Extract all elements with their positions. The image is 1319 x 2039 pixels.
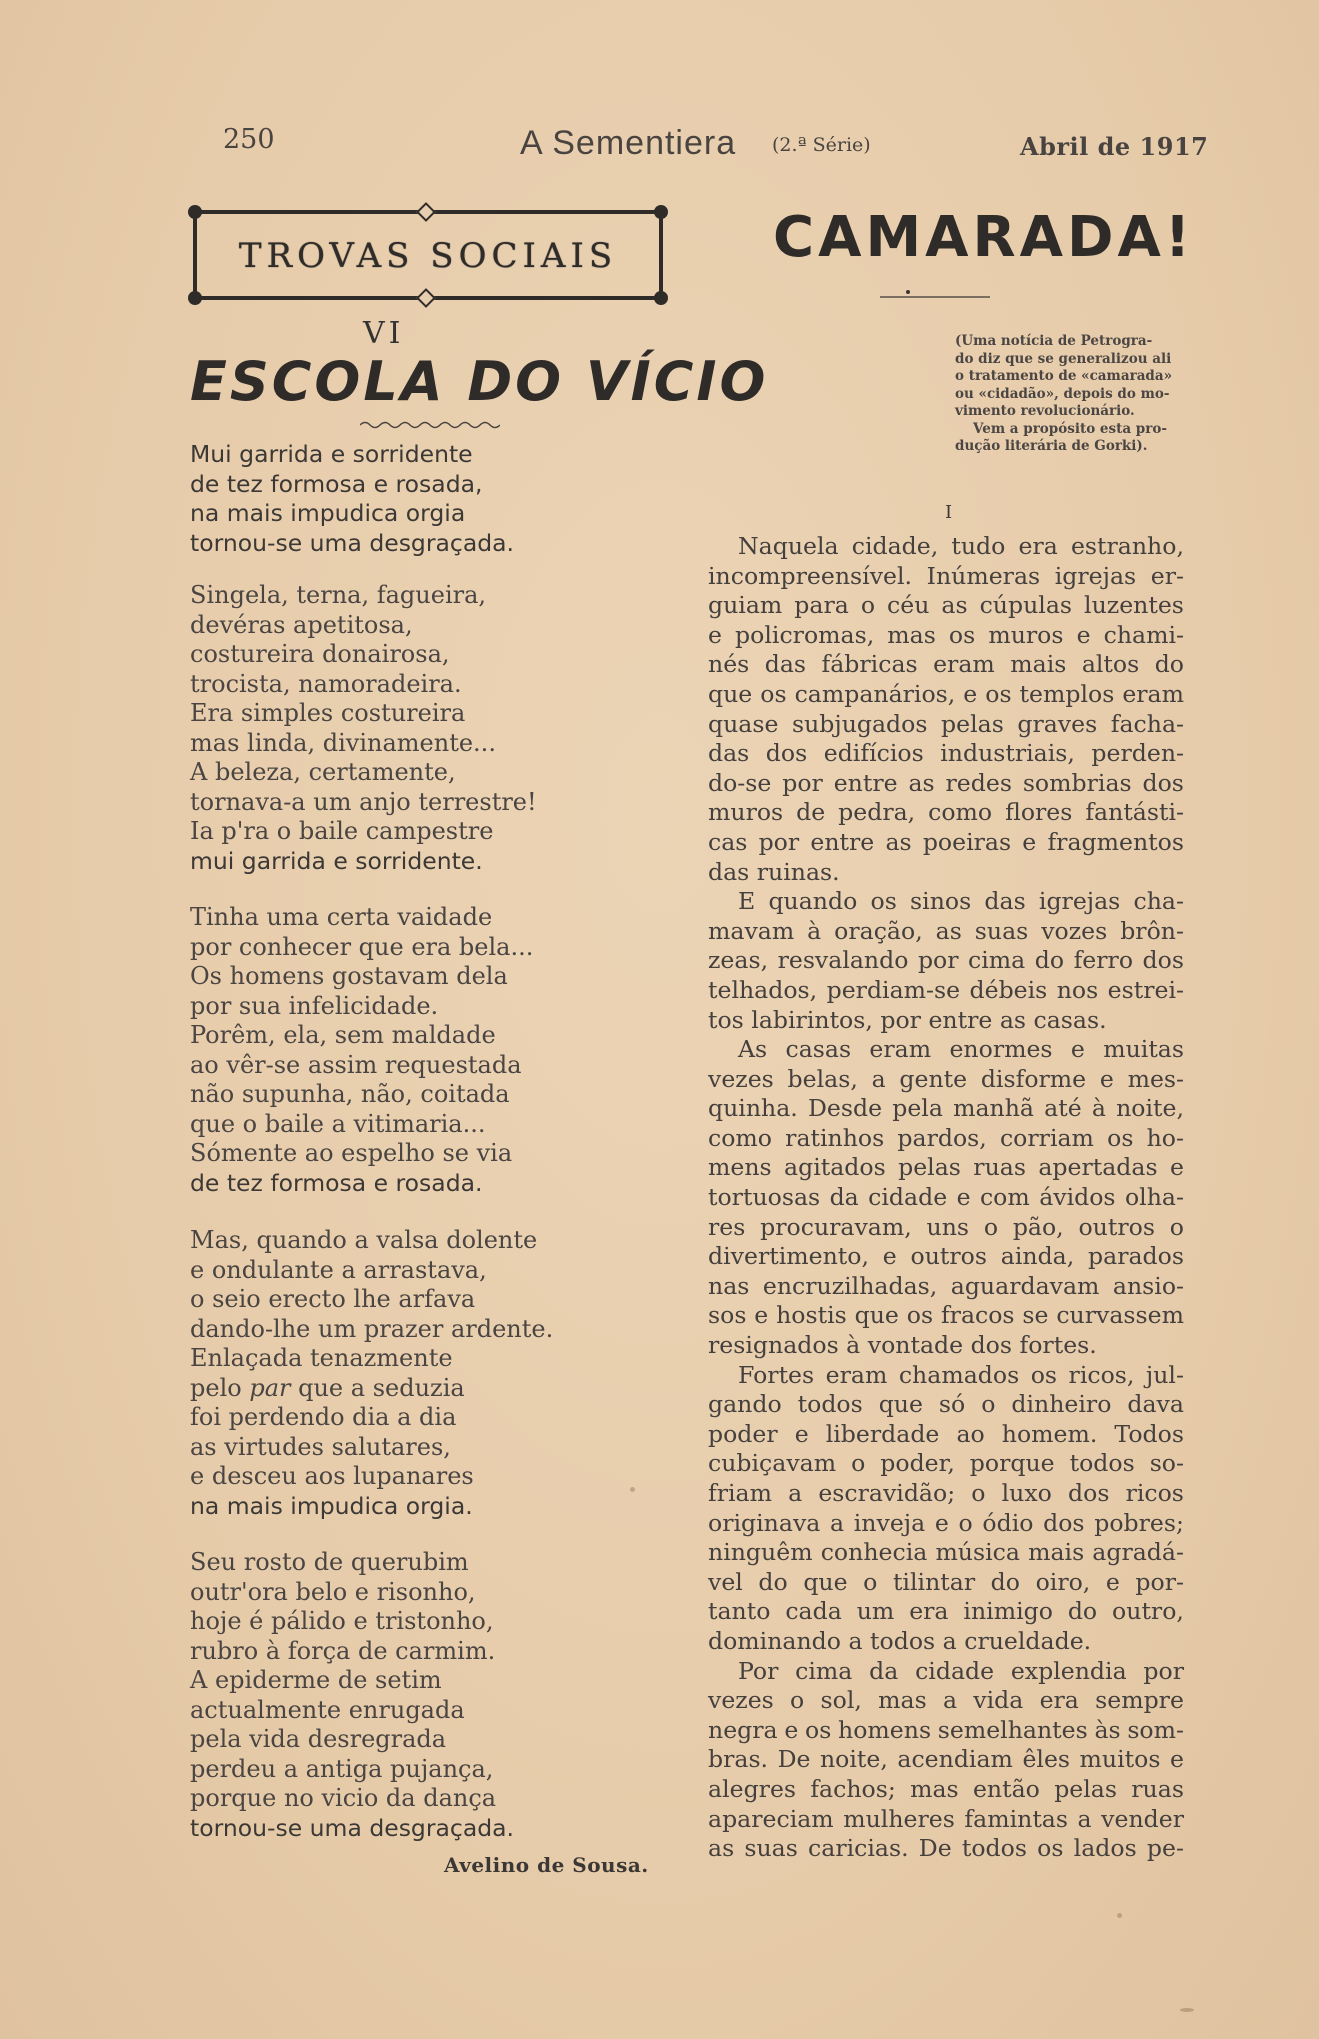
journal-title: A Sementiera [520,124,737,162]
prose-line: ninguêm conhecia música mais agradá- [708,1538,1184,1567]
prose-line: vezes belas, a gente disforme e mes- [708,1064,1184,1093]
verse-line: e ondulante a arrastava, [190,1255,487,1284]
paper-spot [630,1487,635,1492]
stanza-4 [190,1226,590,1521]
note-line: dução literária de Gorki). [955,438,1148,454]
prose-line: E quando os sinos das igrejas cha- [738,887,1184,916]
verse-refrain: tornou-se uma desgraçada. [190,1813,515,1842]
verse-line: pela vida desregrada [190,1725,447,1753]
prose-line: Por cima da cidade explendia por [738,1656,1184,1685]
verse-line: Mui garrida e sorridente [190,440,473,468]
author-signature: Avelino de Sousa. [444,1853,649,1877]
verse-line: devéras apetitosa, [190,610,413,639]
verse-line: as virtudes salutares, [190,1432,451,1461]
title-rule [880,290,990,300]
section-banner [193,210,663,300]
verse-line: Mas, quando a valsa dolente [190,1226,538,1254]
prose-line: quase subjugados pelas graves facha- [708,709,1184,738]
verse-line: rubro à força de carmim. [190,1636,496,1665]
note-line: o tratamento de «camarada» [955,368,1173,384]
prose-line: poder e liberdade ao homem. Todos [708,1419,1184,1448]
poem-title: ESCOLA DO VÍCIO [190,350,769,413]
prose-line: das ruinas. [708,857,840,886]
verse-line: Era simples costureira [190,699,466,727]
verse-refrain: mui garrida e sorridente. [190,846,483,875]
prose-line: bras. De noite, acendiam êles muitos e [708,1745,1184,1774]
verse-line: pelo par que a seduzia [190,1373,465,1402]
prose-line: mens agitados pelas ruas apertadas e [708,1153,1184,1182]
series-label: (2.ª Série) [772,134,871,156]
prose-line: originava a inveja e o ódio dos pobres; [708,1508,1184,1537]
verse-line: A epiderme de setim [190,1666,442,1694]
prose-line: resignados à vontade dos fortes. [708,1331,1097,1360]
verse-line: Os homens gostavam dela [190,962,508,990]
verse-line: dando-lhe um prazer ardente. [190,1314,554,1343]
prose-line: tortuosas da cidade e com ávidos olha- [708,1183,1184,1212]
verse-line: mas linda, divinamente... [190,728,496,757]
verse-line: Ia p'ra o baile campestre [190,817,494,845]
verse-line: outr'ora belo e risonho, [190,1577,476,1606]
prose-line: cubiçavam o poder, porque todos so- [708,1449,1184,1478]
prose-line: cas por entre as poeiras e fragmentos [708,827,1184,856]
editor-note [955,333,1195,456]
prose-line: as suas caricias. De todos os lados pe- [708,1834,1184,1863]
prose-line: telhados, perdiam-se débeis nos estrei- [708,975,1184,1004]
verse-line: o seio erecto lhe arfava [190,1285,476,1313]
stanza-3 [190,903,590,1198]
stanza-1 [190,440,590,558]
prose-line: vel do que o tilintar do oiro, e por- [708,1567,1184,1596]
verse-line: porque no vicio da dança [190,1784,497,1812]
verse-line: Porêm, ela, sem maldade [190,1021,496,1049]
prose-line: e policromas, mas os muros e chami- [708,620,1184,649]
prose-line: do-se por entre as redes sombrias dos [708,768,1184,797]
paper-spot [1180,2008,1194,2012]
verse-refrain: de tez formosa e rosada. [190,1168,483,1197]
verse-line: costureira donairosa, [190,640,450,668]
verse-line: na mais impudica orgia [190,499,466,527]
verse-line: e desceu aos lupanares [190,1462,474,1490]
verse-line: tornou-se uma desgraçada. [190,528,515,557]
verse-line: Seu rosto de querubim [190,1548,469,1576]
verse-refrain: na mais impudica orgia. [190,1491,473,1520]
prose-line: sos e hostis que os fracos se curvassem [708,1301,1184,1330]
section-title: TROVAS SOCIAIS [238,236,618,276]
page-number: 250 [223,124,275,155]
prose-line: nés das fábricas eram mais altos do [708,650,1184,679]
verse-line: Tinha uma certa vaidade [190,903,493,931]
prose-line: incompreensível. Inúmeras igrejas er- [708,561,1184,590]
prose-line: friam a escravidão; o luxo dos ricos [708,1479,1184,1507]
prose-line: tos labirintos, por entre as casas. [708,1005,1107,1034]
verse-line: de tez formosa e rosada, [190,469,483,498]
note-line: (Uma notícia de Petrogra- [955,333,1153,349]
prose-line: zeas, resvalando por cima do ferro dos [708,946,1184,975]
note-line: Vem a propósito esta pro- [973,420,1167,437]
verse-line: Sómente ao espelho se via [190,1139,513,1167]
verse-line: trocista, namoradeira. [190,669,462,698]
verse-line: por sua infelicidade. [190,991,439,1020]
article-title: CAMARADA! [773,205,1195,270]
note-line: do diz que se generalizou ali [955,350,1172,367]
prose-line: vezes o sol, mas a vida era sempre [708,1686,1184,1715]
article-body [708,532,1184,1864]
poem-number: VI [363,316,405,351]
prose-line: quinha. Desde pela manhã até à noite, [708,1094,1184,1123]
prose-line: alegres fachos; mas então pelas ruas [708,1774,1184,1803]
prose-line: dominando a todos a crueldade. [708,1626,1092,1655]
stanza-5 [190,1548,590,1843]
prose-line: Fortes eram chamados os ricos, jul- [738,1360,1184,1389]
prose-line: como ratinhos pardos, corriam os ho- [708,1123,1184,1152]
prose-line: das dos edifícios industriais, perden- [708,739,1184,768]
paper-spot [1117,1913,1122,1918]
chapter-number: I [945,502,953,523]
prose-line: divertimento, e outros ainda, parados [708,1242,1184,1271]
verse-line: tornava-a um anjo terrestre! [190,787,537,816]
stanza-2 [190,581,590,876]
verse-line: não supunha, não, coitada [190,1080,510,1108]
issue-date: Abril de 1917 [1020,132,1209,161]
prose-line: guiam para o céu as cúpulas luzentes [708,591,1184,620]
prose-line: apareciam mulheres famintas a vender [708,1804,1184,1833]
verse-line: Singela, terna, fagueira, [190,581,487,609]
wavy-rule [360,420,500,430]
verse-line: perdeu a antiga pujança, [190,1754,494,1783]
prose-line: mavam à oração, as suas vozes brôn- [708,916,1184,945]
verse-line: Enlaçada tenazmente [190,1344,453,1372]
verse-line: actualmente enrugada [190,1695,465,1724]
verse-line: A beleza, certamente, [190,758,456,786]
verse-line: que o baile a vitimaria... [190,1109,486,1138]
prose-line: nas encruzilhadas, aguardavam ansio- [708,1271,1184,1300]
verse-line: ao vêr-se assim requestada [190,1050,522,1079]
verse-line: por conhecer que era bela... [190,932,534,961]
prose-line: res procuravam, uns o pão, outros o [708,1212,1184,1241]
prose-line: Naquela cidade, tudo era estranho, [738,532,1184,560]
prose-line: gando todos que só o dinheiro dava [708,1390,1184,1419]
prose-line: tanto cada um era inimigo do outro, [708,1597,1184,1626]
prose-line: que os campanários, e os templos eram [708,679,1184,708]
note-line: ou «cidadão», depois do mo- [955,385,1170,402]
prose-line: As casas eram enormes e muitas [738,1035,1184,1064]
prose-line: muros de pedra, como flores fantásti- [708,798,1184,827]
verse-line: foi perdendo dia a dia [190,1403,457,1431]
note-line: vimento revolucionário. [955,403,1135,419]
verse-line: hoje é pálido e tristonho, [190,1607,494,1635]
prose-line: negra e os homens semelhantes às som- [708,1715,1184,1744]
